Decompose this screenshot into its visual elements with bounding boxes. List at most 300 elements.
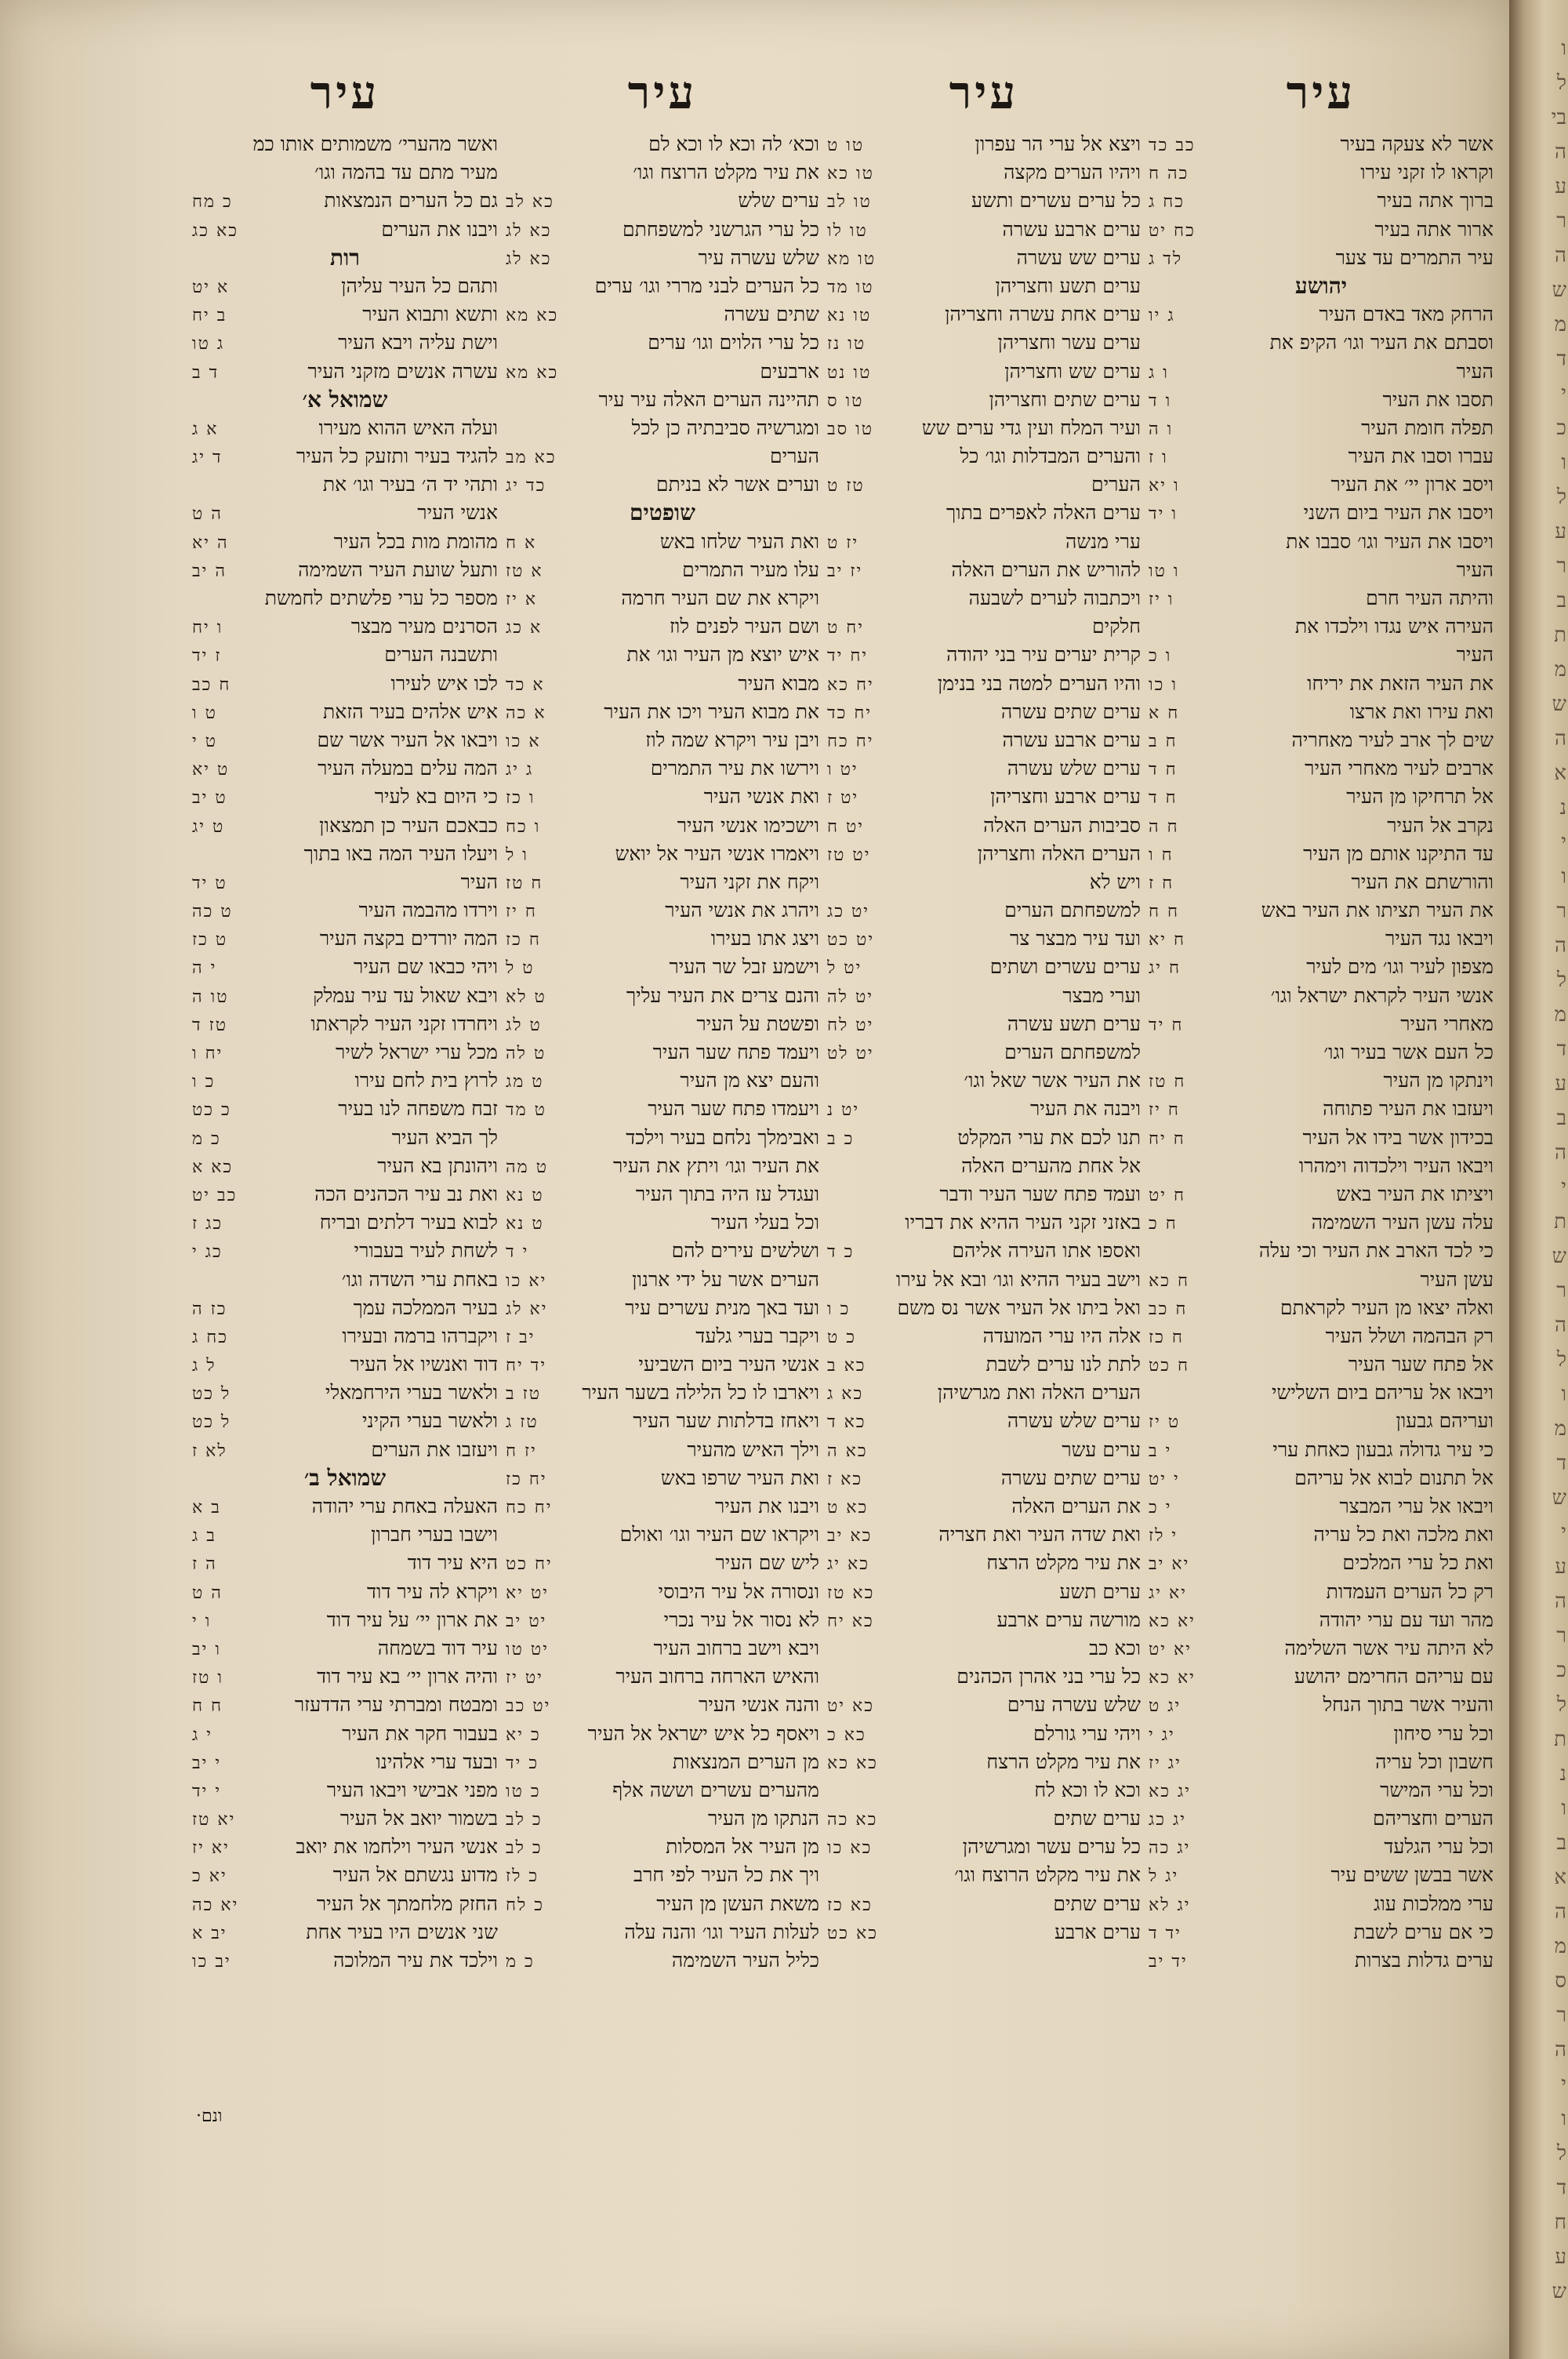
concordance-entry (192, 300, 498, 329)
verse-reference: יח כד (827, 703, 873, 723)
verse-reference: יח כז (506, 1469, 547, 1489)
entry-text: ערים עשר (1062, 1438, 1141, 1461)
verse-reference: א כד (506, 674, 545, 695)
gutter-line: ע (1555, 1555, 1566, 1579)
entry-text: ואת נב עיר הכהנים הכה (314, 1182, 498, 1205)
entry-text: ויקברהו ברמה ובעירו (342, 1324, 498, 1347)
entry-text: איש אלהים בעיר הזאת (323, 700, 498, 723)
concordance-entry (827, 1407, 1141, 1435)
entry-text: אנשי העיר ביום השביעי (638, 1353, 819, 1376)
concordance-entry (506, 1379, 819, 1407)
entry-text: מדוע נגשתם אל העיר (332, 1863, 498, 1887)
concordance-entry (192, 1067, 498, 1095)
verse-reference: ז יד (192, 646, 222, 667)
verse-reference: ט יג (192, 816, 225, 837)
entry-text: ערים עשרים ושתים (989, 955, 1141, 979)
verse-reference: י כ (1149, 1498, 1172, 1518)
concordance-entry (1149, 925, 1494, 953)
concordance-entry (192, 670, 498, 698)
catchword: ונם· (196, 2106, 223, 2126)
verse-reference: יט ו (827, 760, 858, 780)
gutter-line: ת (1554, 1728, 1566, 1751)
entry-text: כל ערי הלוים וגו׳ ערים (648, 331, 819, 354)
verse-reference: יד ד (1149, 1923, 1181, 1943)
entry-text: וכל בעלי העיר (710, 1211, 819, 1234)
verse-reference: כא כג (192, 220, 238, 241)
concordance-entry (1149, 641, 1494, 669)
gutter-line: ר (1556, 2004, 1566, 2027)
entry-text: כל הערים לבני מררי וגו׳ ערים (594, 274, 819, 297)
entry-text: וכא לו וכא לח (1034, 1778, 1141, 1801)
entry-text: ארבעים (760, 359, 819, 383)
entry-text: למשפחתם הערים (1004, 899, 1141, 922)
verse-reference: כד יג (506, 476, 546, 496)
verse-reference: טו כא (827, 164, 874, 184)
verse-reference: יט כב (506, 1696, 551, 1717)
entry-text: וכל ערי המישר (1380, 1778, 1494, 1801)
entry-text: עלו מעיר התמרים (682, 558, 819, 581)
concordance-entry (192, 528, 498, 556)
verse-reference: יג ט (1149, 1696, 1181, 1717)
verse-reference: ח ה (1149, 816, 1179, 837)
entry-text: רק כל הערים העמדות (1326, 1579, 1494, 1603)
entry-text: ויסבו את העיר ביום השני (1303, 501, 1494, 525)
entry-text: הנתקו מן העיר (708, 1807, 819, 1830)
entry-text: ואל ביתו אל העיר אשר נס משם (897, 1296, 1141, 1319)
concordance-entry (1149, 300, 1494, 329)
entry-text: ויקרא לה עיר דוד (367, 1579, 498, 1603)
concordance-entry (192, 442, 498, 471)
concordance-entry (192, 1606, 498, 1634)
verse-reference: א טז (506, 561, 543, 581)
entry-text: ואת העיר שלחו באש (659, 529, 819, 553)
verse-reference: ו יח (192, 618, 223, 638)
entry-text: כל ערי בני אהרן הכהנים (956, 1665, 1141, 1688)
concordance-entry (1149, 726, 1494, 754)
entry-text: הערים (1091, 473, 1141, 496)
concordance-entry (827, 1266, 1141, 1294)
gutter-line: ו (1561, 1383, 1566, 1406)
gutter-line: ל (1556, 71, 1566, 95)
entry-text: את עיר מקלט הרוצח וגו׳ (954, 1863, 1141, 1887)
concordance-entry (827, 187, 1141, 215)
entry-text: ערים שלש (738, 189, 819, 213)
verse-reference: כא כא (827, 1753, 878, 1773)
concordance-entry (506, 442, 819, 471)
entry-text: ויציתו את העיר באש (1336, 1182, 1494, 1205)
verse-reference: ח יז (1149, 1100, 1180, 1121)
entry-text: ואת מלכה ואת כל עריה (1313, 1523, 1494, 1547)
concordance-entry (827, 1918, 1141, 1946)
concordance-entry (506, 1095, 819, 1123)
entry-text: היא עיר דוד (407, 1551, 498, 1575)
verse-reference: ט כז (192, 930, 228, 951)
entry-text: בכידון אשר בידו אל העיר (1302, 1125, 1494, 1149)
concordance-entry (1149, 386, 1494, 414)
concordance-entry (192, 1095, 498, 1123)
entry-text: שמואל ב׳ (303, 1464, 387, 1491)
verse-reference: כא יג (827, 1554, 869, 1575)
concordance-entry (192, 1861, 498, 1889)
entry-text: את העיר תציתו את העיר באש (1261, 899, 1494, 922)
concordance-entry (1149, 499, 1494, 527)
concordance-entry (827, 812, 1141, 840)
entry-text: אל פתח שער העיר (1348, 1353, 1494, 1376)
verse-reference: ו כח (506, 816, 541, 837)
concordance-entry (827, 216, 1141, 244)
entry-text: והיתה העיר חרם (1366, 587, 1494, 609)
verse-reference: כא מא (506, 306, 559, 326)
entry-text: וכא׳ לה וכא לו וכא לם (648, 133, 819, 155)
verse-reference: ט יז (1149, 1412, 1181, 1433)
concordance-entry (192, 1379, 498, 1407)
concordance-entry (827, 1464, 1141, 1492)
entry-text: ערים תשע (1059, 1579, 1141, 1603)
entry-text: לכו איש לעירו (390, 671, 498, 695)
verse-reference: טו מא (827, 249, 877, 269)
verse-reference: יח יד (827, 646, 869, 667)
verse-reference: יט כג (827, 902, 870, 922)
column-2 (827, 55, 1141, 2125)
concordance-entry (506, 1946, 819, 1975)
entry-text: וישמע זבל שר העיר (669, 955, 819, 979)
concordance-entry (506, 1464, 819, 1492)
verse-reference: ח ד (1149, 760, 1178, 780)
concordance-entry (506, 272, 819, 300)
entry-text: ערים אחת עשרה וחצריהן (945, 303, 1141, 326)
entry-text: ויבן עיר ויקרא שמה לוז (645, 728, 819, 751)
verse-reference: יח ו (192, 1044, 223, 1063)
concordance-entry (827, 1038, 1141, 1067)
entry-text: וירשו את עיר התמרים (650, 757, 819, 780)
concordance-entry (192, 1038, 498, 1067)
entry-text: שמואל א׳ (302, 386, 388, 413)
concordance-entry (1149, 158, 1494, 187)
concordance-entry (827, 1095, 1141, 1123)
entry-text: האעלה באחת ערי יהודה (311, 1495, 498, 1518)
verse-reference: יב ז (506, 1327, 535, 1347)
entry-text: כי לכד הארב את העיר וכי עלה (1258, 1239, 1494, 1263)
entry-text: את העיר אשר שאל וגו׳ (964, 1069, 1141, 1092)
concordance-entry (827, 358, 1141, 386)
entry-text: מצפון לעיר וגו׳ מים לעיר (1306, 955, 1494, 979)
verse-reference: ט י (192, 731, 218, 751)
verse-reference: טז ט (827, 476, 865, 496)
entry-text: אלה היו ערי המועדה (982, 1324, 1141, 1347)
concordance-entry (192, 471, 498, 499)
gutter-line: י (1561, 831, 1566, 854)
concordance-entry (827, 414, 1141, 442)
entry-text: בעיר הממלכה עמך (353, 1296, 498, 1319)
entry-text: לתת לנו ערים לשבת (985, 1353, 1141, 1376)
entry-text: ועד באך מנית עשרים עיר (625, 1296, 819, 1319)
entry-text: כל העם אשר בעיר וגו׳ (1323, 1041, 1494, 1063)
concordance-entry (506, 1180, 819, 1209)
entry-text: משאת העשן מן העיר (656, 1892, 819, 1915)
entry-text: וינתקו מן העיר (1383, 1069, 1494, 1092)
verse-reference: ח יד (1149, 1015, 1184, 1035)
gutter-line: ה (1555, 1590, 1566, 1613)
entry-text: ויצג אתו בעירו (710, 927, 819, 951)
entry-text: ותשא ותבוא העיר (362, 303, 498, 326)
gutter-line: ד (1556, 2176, 1566, 2200)
concordance-entry (1149, 1010, 1494, 1038)
verse-reference: ד יג (192, 448, 223, 468)
entry-text: באחת ערי השדה וגו׳ (341, 1267, 498, 1291)
verse-reference: יח כח (506, 1498, 553, 1518)
verse-reference: ט מה (506, 1157, 548, 1177)
concordance-entry (506, 1152, 819, 1180)
concordance-entry (827, 130, 1141, 158)
verse-reference: יא יט (1149, 1639, 1192, 1659)
entry-text: אשר לא צעקה בעיר (1340, 133, 1494, 155)
verse-reference: ל ג (192, 1356, 216, 1376)
verse-reference: כא ג (827, 1384, 864, 1405)
verse-reference: יא כא (1149, 1611, 1196, 1631)
verse-reference: כא א (192, 1157, 234, 1177)
entry-text: ויבא שאול עד עיר עמלק (313, 983, 498, 1007)
concordance-entry (1149, 1521, 1494, 1549)
verse-reference: יא טז (192, 1810, 236, 1830)
gutter-line: ו (1561, 1797, 1566, 1820)
concordance-entry (1149, 1890, 1494, 1918)
verse-reference: כא יב (827, 1526, 873, 1547)
verse-reference: ח ח (1149, 902, 1180, 922)
entry-text: ואת כל ערי המלכים (1342, 1551, 1494, 1575)
concordance-entry (1149, 1833, 1494, 1861)
entry-text: כל ערי הגרשני למשפחתם (622, 217, 819, 241)
verse-reference: י לז (1149, 1526, 1178, 1547)
gutter-line: ל (1556, 485, 1566, 509)
entry-text: ויהיו הערים מקצה (1004, 161, 1141, 184)
entry-text: להגיד בעיר ותזעק כל העיר (296, 445, 498, 468)
concordance-entry (827, 1663, 1141, 1691)
entry-text: ערים תשע עשרה (1007, 1012, 1141, 1035)
entry-text: ואת העיר שרפו באש (660, 1466, 819, 1489)
verse-reference: ח כט (1149, 1356, 1190, 1376)
gutter-line: י (1561, 1176, 1566, 1199)
verse-reference: ח טז (1149, 1072, 1186, 1092)
concordance-entry (192, 953, 498, 981)
verse-reference: ח א (1149, 703, 1180, 723)
verse-reference: כא מא (506, 362, 559, 383)
entry-text: גם כל הערים הנמצאות (324, 189, 498, 213)
concordance-entry (506, 1578, 819, 1606)
verse-reference: יז יב (827, 561, 863, 581)
concordance-entry (1149, 528, 1494, 556)
concordance-entry (827, 1180, 1141, 1209)
verse-reference: א יז (506, 590, 538, 609)
gutter-line: ב (1556, 589, 1566, 612)
verse-reference: יט כט (827, 930, 875, 951)
entry-text: מכל ערי ישראל לשיר (335, 1041, 498, 1063)
concordance-entry (827, 612, 1141, 641)
gutter-line: מ (1554, 1935, 1566, 1958)
entry-text: וכא כב (1089, 1636, 1141, 1659)
entry-text: ויבא וישב ברחוב העיר (653, 1636, 819, 1659)
concordance-entry (827, 584, 1141, 612)
concordance-entry (1149, 130, 1494, 158)
verse-reference: ו ז (1149, 448, 1168, 468)
concordance-entry (1149, 1237, 1494, 1265)
concordance-entry (827, 272, 1141, 300)
concordance-entry (1149, 442, 1494, 471)
entry-text: לך הביא העיר (391, 1125, 498, 1149)
concordance-entry (1149, 1720, 1494, 1748)
concordance-entry (506, 783, 819, 811)
entry-text: מהר ועד עם ערי יהודה (1319, 1608, 1494, 1631)
concordance-entry (192, 726, 498, 754)
entry-text: ותשבנה הערים (384, 643, 498, 667)
entry-text: וכל ערי הגלעד (1384, 1835, 1494, 1859)
entry-text: להוריש את הערים האלה (951, 558, 1141, 581)
verse-reference: יט לט (827, 1044, 874, 1063)
verse-reference: כ כט (192, 1100, 231, 1121)
gutter-line: י (1561, 2073, 1566, 2096)
adjacent-page-text (1529, 31, 1566, 2306)
verse-reference: יט ח (827, 816, 865, 837)
verse-reference: ה יא (192, 533, 229, 553)
verse-reference: כא כט (827, 1923, 878, 1943)
gutter-line: ו (1561, 2107, 1566, 2131)
concordance-entry (192, 754, 498, 783)
entry-text: והיה ארון יי׳ בא עיר דוד (317, 1665, 498, 1688)
concordance-entry (827, 1634, 1141, 1663)
book-heading (506, 499, 819, 527)
entry-text: ויעלו העיר המה באו בתוך (303, 841, 498, 865)
entry-text: ויבאו נגד העיר (1385, 927, 1494, 951)
concordance-entry (506, 1720, 819, 1748)
verse-reference: יז ט (827, 533, 859, 553)
verse-reference: כא יט (827, 1696, 875, 1717)
concordance-entry (506, 896, 819, 925)
concordance-entry (192, 216, 498, 244)
concordance-entry (1149, 584, 1494, 612)
concordance-entry (192, 1237, 498, 1265)
entry-text: רות (330, 244, 360, 271)
concordance-entry (506, 1436, 819, 1464)
concordance-entry (1149, 1691, 1494, 1719)
concordance-entry (506, 1266, 819, 1294)
verse-reference: כא טז (827, 1583, 875, 1603)
concordance-entry (1149, 1578, 1494, 1606)
concordance-entry (506, 1521, 819, 1549)
verse-reference: ח כא (1149, 1270, 1189, 1291)
concordance-entry (192, 641, 498, 669)
concordance-entry (827, 158, 1141, 187)
concordance-entry (506, 1209, 819, 1237)
verse-reference: ט נא (506, 1185, 544, 1205)
column-4-entries (192, 130, 498, 1975)
concordance-entry (1149, 896, 1494, 925)
concordance-entry (192, 925, 498, 953)
gutter-line: ש (1552, 692, 1566, 716)
entry-text: העיר (1456, 558, 1494, 581)
entry-text: מהערים עשרים וששה אלף (612, 1778, 819, 1801)
concordance-entry (192, 1663, 498, 1691)
concordance-entry (506, 612, 819, 641)
verse-reference: כא כה (827, 1810, 878, 1830)
concordance-entry (192, 1350, 498, 1379)
entry-text: עיר דוד בשמחה (377, 1636, 498, 1659)
verse-reference: כא ט (827, 1498, 869, 1518)
entry-text: את עיר מקלט הרצח (986, 1551, 1141, 1575)
concordance-entry (1149, 556, 1494, 584)
concordance-entry (1149, 1322, 1494, 1350)
gutter-line: ש (1552, 278, 1566, 302)
verse-reference: י ה (192, 958, 217, 979)
gutter-line: ס (1555, 1969, 1566, 1993)
concordance-entry (506, 868, 819, 896)
verse-reference: טו נא (827, 306, 872, 326)
verse-reference: ט נא (506, 1214, 544, 1234)
entry-text: אל אחת מהערים האלה (961, 1154, 1141, 1177)
verse-reference: כח יט (1149, 220, 1196, 241)
concordance-entry (1149, 1180, 1494, 1209)
verse-reference: כח ג (192, 1327, 229, 1347)
concordance-entry (827, 1805, 1141, 1833)
entry-text: ותהם כל העיר עליהן (341, 274, 498, 297)
concordance-entry (506, 1748, 819, 1776)
entry-text: ויעזבו את הערים (371, 1438, 498, 1461)
verse-reference: י ד (506, 1242, 529, 1263)
concordance-entry (506, 358, 819, 386)
entry-text: מפני אבישי ויבאו העיר (326, 1778, 498, 1801)
concordance-entry (827, 754, 1141, 783)
concordance-entry (192, 1805, 498, 1833)
entry-text: ועלה האיש ההוא מעירו (318, 416, 498, 439)
concordance-entry (506, 1833, 819, 1861)
entry-text: ועריהם גבעון (1396, 1409, 1494, 1433)
entry-text: ויהי כבאו שם העיר (353, 955, 498, 979)
book-heading (192, 244, 498, 272)
entry-text: את העיר וגו׳ ויתץ את העיר (612, 1154, 819, 1177)
concordance-entry (192, 783, 498, 811)
concordance-entry (827, 1350, 1141, 1379)
verse-reference: טו מד (827, 277, 874, 297)
entry-text: כליל העיר השמימה (671, 1949, 819, 1972)
entry-text: ויעמדו פתח שער העיר (648, 1097, 819, 1121)
concordance-entry (1149, 1350, 1494, 1379)
verse-reference: יא כה (192, 1895, 239, 1915)
concordance-entry (1149, 868, 1494, 896)
verse-reference: ט לג (506, 1015, 542, 1035)
verse-reference: יא כ (192, 1866, 227, 1887)
entry-text: לבוא בעיר דלתים ובריח (319, 1211, 498, 1234)
verse-reference: ה ט (192, 504, 223, 525)
entry-text: לרוץ בית לחם עירו (354, 1069, 498, 1092)
concordance-entry (827, 868, 1141, 896)
entry-text: וישכימו אנשי העיר (677, 813, 819, 837)
concordance-entry (1149, 471, 1494, 499)
concordance-entry (192, 1294, 498, 1322)
verse-reference: כב כד (1149, 136, 1196, 155)
concordance-entry (192, 1322, 498, 1350)
gutter-line: ל (1556, 969, 1566, 992)
concordance-entry (506, 1634, 819, 1663)
entry-text: ערים שלש עשרה (1007, 1409, 1141, 1433)
concordance-entry (1149, 1152, 1494, 1180)
verse-reference: ו כו (1149, 674, 1178, 695)
gutter-line: י (1561, 1521, 1566, 1544)
entry-text: ערי מנשה (1065, 529, 1141, 553)
entry-text: חשבון וכל עריה (1375, 1750, 1494, 1773)
verse-reference: ח ז (1149, 873, 1174, 893)
concordance-entry (827, 1237, 1141, 1265)
entry-text: לא נסור אל עיר נכרי (663, 1608, 819, 1631)
verse-reference: כ לח (506, 1895, 545, 1915)
verse-reference: יח כא (827, 674, 874, 695)
